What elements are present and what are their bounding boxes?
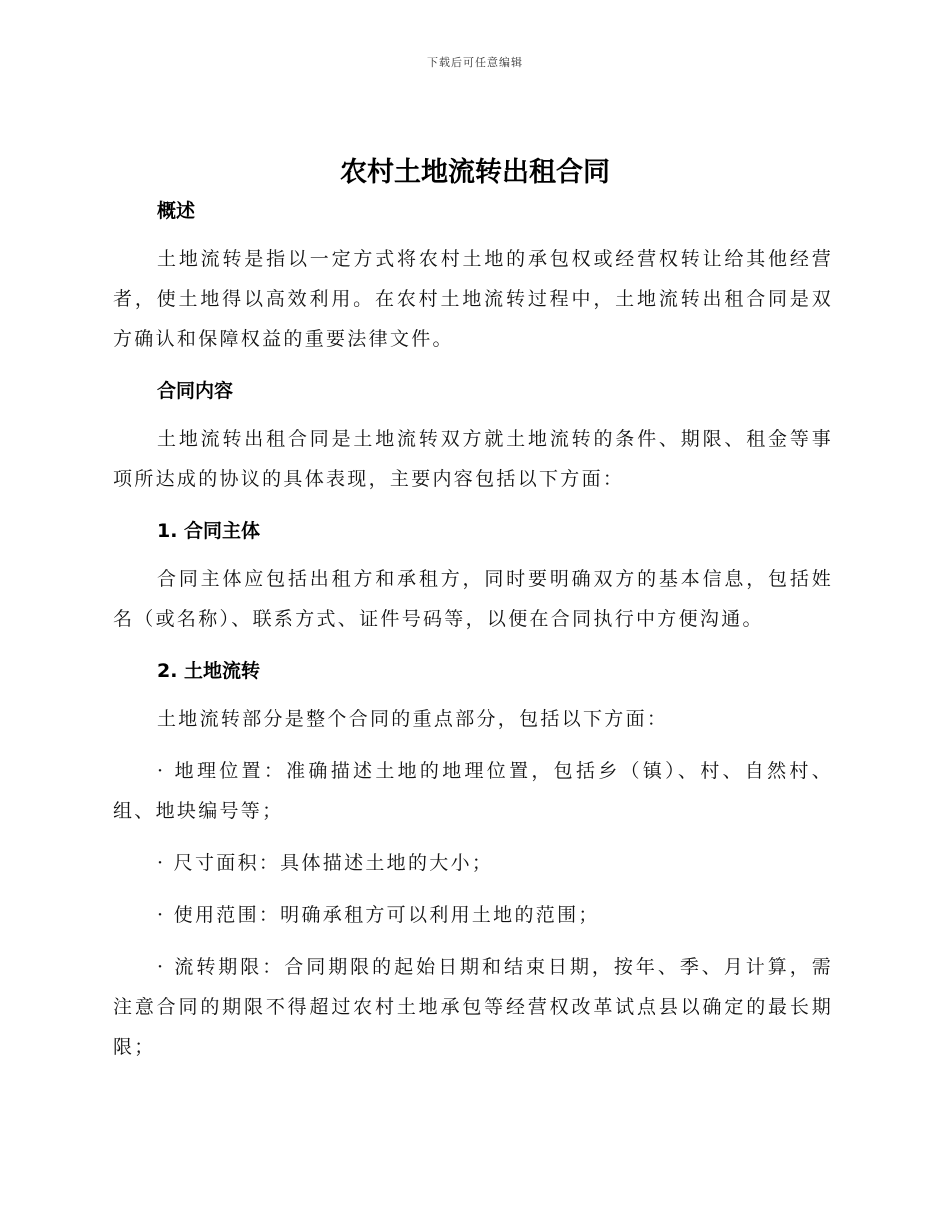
section-heading-transfer: 2. 土地流转 (157, 660, 261, 682)
paragraph-transfer: 土地流转部分是整个合同的重点部分，包括以下方面： (157, 708, 669, 730)
bullet-item-scope: · 使用范围：明确承租方可以利用土地的范围； (157, 904, 600, 926)
section-heading-content: 合同内容 (157, 380, 234, 402)
document-body (113, 195, 833, 1067)
bullet-item-area: · 尺寸面积：具体描述土地的大小； (157, 852, 494, 874)
bullet-item-location: · 地理位置：准确描述土地的地理位置，包括乡（镇）、村、自然村、组、地块编号等； (113, 760, 833, 822)
paragraph-overview: 土地流转是指以一定方式将农村土地的承包权或经营权转让给其他经营者，使土地得以高效利用。在农村土地流转过程中，土地流转出租合同是双方确认和保障权益的重要法律文件。 (113, 248, 833, 350)
paragraph-content: 土地流转出租合同是土地流转双方就土地流转的条件、期限、租金等事项所达成的协议的具体表现，主要内容包括以下方面： (113, 428, 833, 490)
bullet-item-term: · 流转期限：合同期限的起始日期和结束日期，按年、季、月计算，需注意合同的期限不得超过农村土地承包等经营权改革试点县以确定的最长期限； (113, 956, 833, 1058)
document-title: 农村土地流转出租合同 (340, 157, 610, 188)
paragraph-subject: 合同主体应包括出租方和承租方，同时要明确双方的基本信息，包括姓名（或名称）、联系方式、证件号码等，以便在合同执行中方便沟通。 (113, 568, 833, 630)
page-header-note: 下载后可任意编辑 (427, 56, 523, 69)
section-heading-overview: 概述 (157, 200, 196, 222)
section-heading-subject: 1. 合同主体 (157, 520, 261, 542)
